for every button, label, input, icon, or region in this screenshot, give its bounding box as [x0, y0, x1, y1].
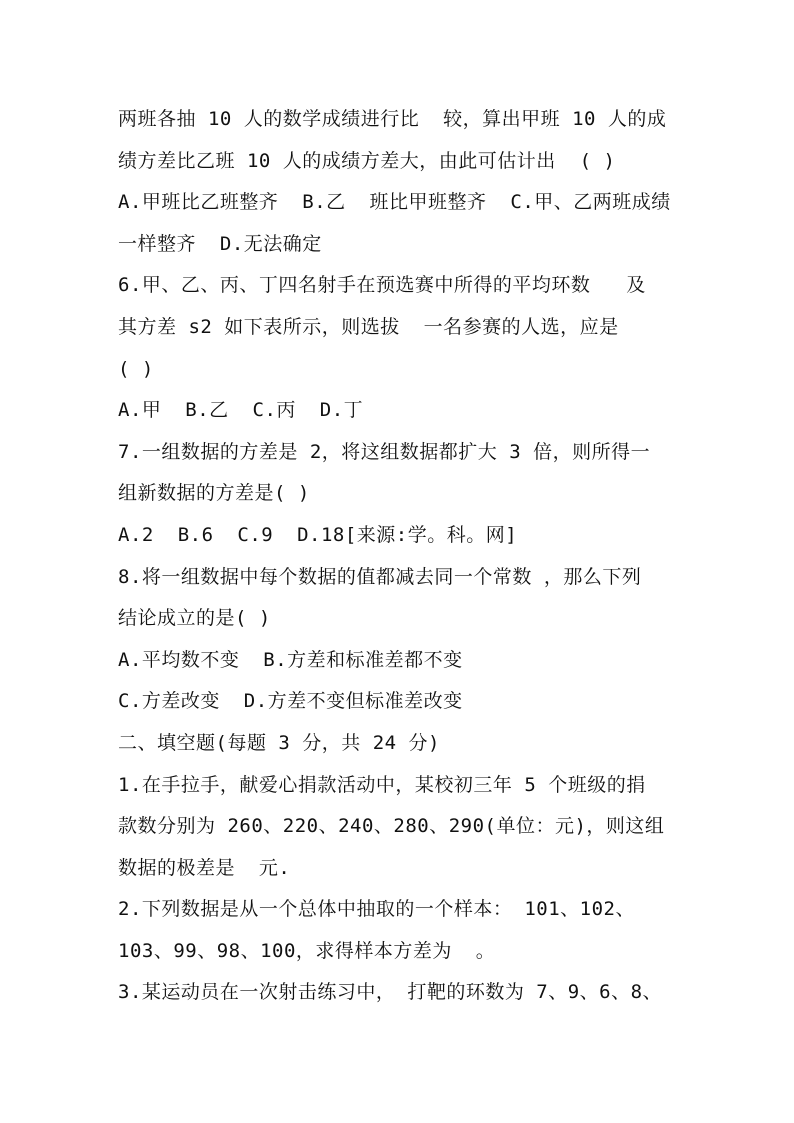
- fill-question-1-line-2: 款数分别为 260、220、240、280、290(单位：元)，则这组: [118, 815, 665, 838]
- question-7-options: A.2 B.6 C.9 D.18[来源:学。科。网]: [118, 523, 518, 546]
- fill-question-2-line-2: 103、99、98、100，求得样本方差为 。: [118, 939, 496, 962]
- exam-text-block: [118, 99, 688, 1014]
- section-heading: 二、填空题(每题 3 分，共 24 分): [118, 731, 440, 754]
- question-6-line-2: 其方差 s2 如下表所示，则选拔 一名参赛的人选，应是: [118, 315, 619, 338]
- question-8-line-1: 8.将一组数据中每个数据的值都减去同一个常数 ，那么下列: [118, 565, 642, 588]
- question-8-options-cd: C.方差改变 D.方差不变但标准差改变: [118, 690, 463, 713]
- question-7-line-1: 7.一组数据的方差是 2，将这组数据都扩大 3 倍，则所得一: [118, 440, 651, 463]
- question-6-line-3: ( ): [118, 357, 154, 380]
- question-7-line-2: 组新数据的方差是( ): [118, 482, 310, 505]
- fill-question-2-line-1: 2.下列数据是从一个总体中抽取的一个样本： 101、102、: [118, 898, 635, 921]
- fill-question-1-line-1: 1.在手拉手，献爱心捐款活动中，某校初三年 5 个班级的捐: [118, 773, 646, 796]
- fill-question-1-line-3: 数据的极差是 元.: [118, 856, 291, 879]
- question-8-options-ab: A.平均数不变 B.方差和标准差都不变: [118, 648, 463, 671]
- question-6-line-1: 6.甲、乙、丙、丁四名射手在预选赛中所得的平均环数 及: [118, 274, 646, 297]
- question-6-options: A.甲 B.乙 C.丙 D.丁: [118, 399, 364, 422]
- question-8-line-2: 结论成立的是( ): [118, 607, 271, 630]
- fill-question-3-line-1: 3.某运动员在一次射击练习中， 打靶的环数为 7、9、6、8、: [118, 981, 663, 1004]
- text-line-4: 一样整齐 D.无法确定: [118, 232, 322, 255]
- text-line-1: 两班各抽 10 人的数学成绩进行比 较，算出甲班 10 人的成: [118, 108, 667, 130]
- text-line-3: A.甲班比乙班整齐 B.乙 班比甲班整齐 C.甲、乙两班成绩: [118, 191, 671, 214]
- text-line-2: 绩方差比乙班 10 人的成绩方差大，由此可估计出 ( ): [118, 149, 616, 172]
